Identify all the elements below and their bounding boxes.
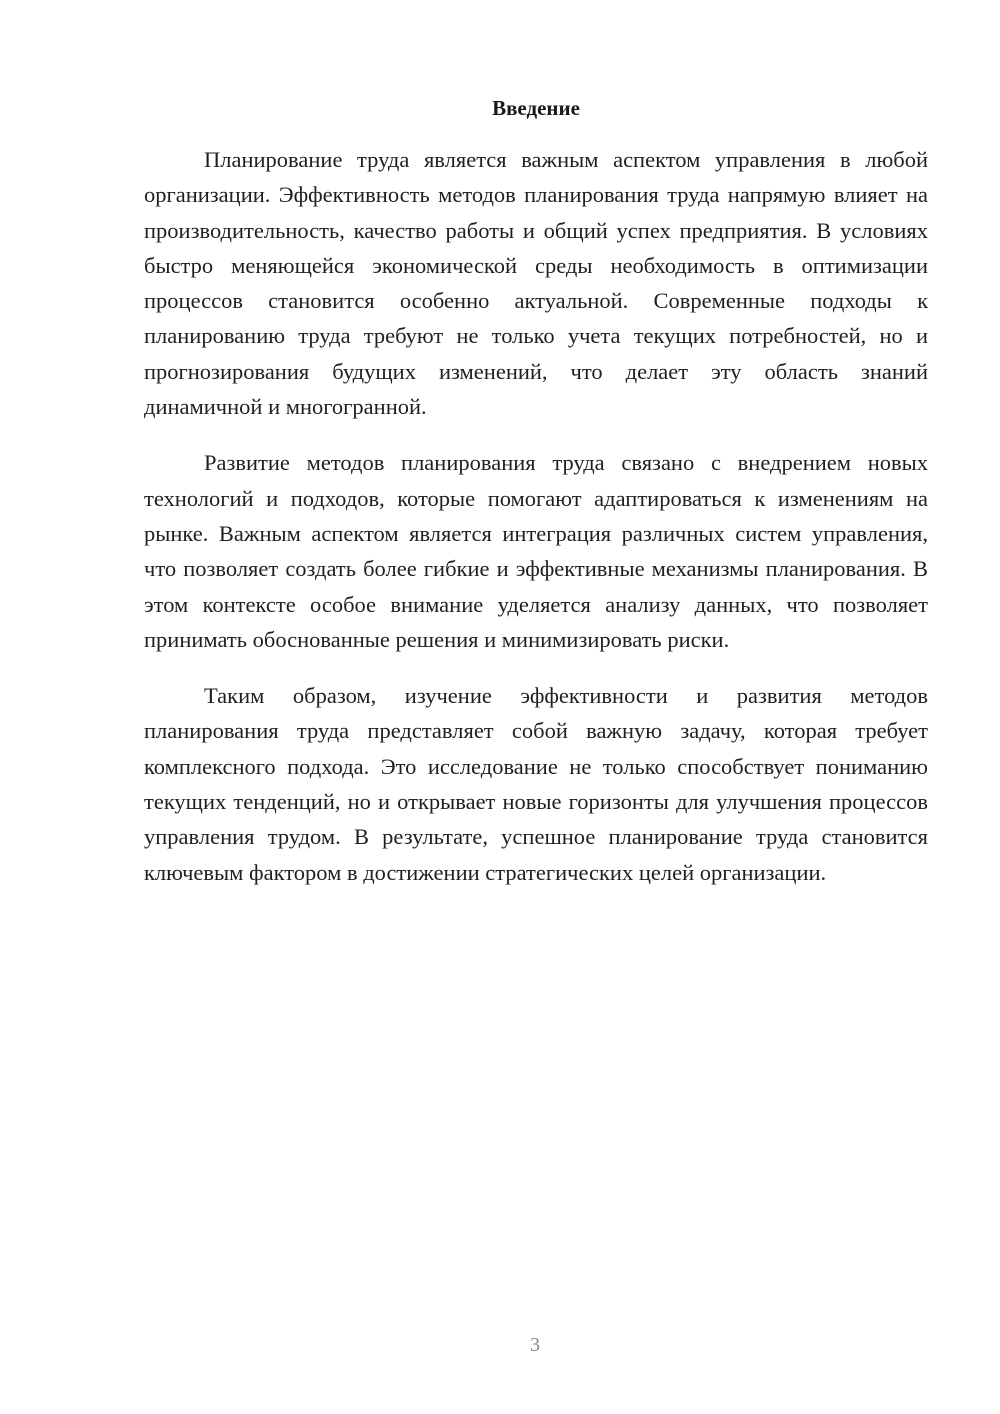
- paragraph-1: Планирование труда является важным аспектом управления в любой организации. Эффективность методов планирования труда напрямую влияет на производительность, качество работы и общий успех предприятия. В условиях быстро меняющейся экономической среды необходимость в оптимизации процессов становится особенно актуальной. Современные подходы к планированию труда требуют не только учета текущих потребностей, но и прогнозирования будущих изменений, что делает эту область знаний динамичной и многогранной.: [144, 147, 928, 420]
- paragraph-2: Развитие методов планирования труда связано с внедрением новых технологий и подходов, которые помогают адаптироваться к изменениям на рынке. Важным аспектом является интеграция различных систем управления, что позволяет создать более гибкие и эффективные механизмы планирования. В этом контексте особое внимание уделяется анализу данных, что позволяет принимать обоснованные решения и минимизировать риски.: [144, 450, 928, 652]
- section-heading: Введение: [492, 96, 580, 120]
- page-number: 3: [530, 1334, 540, 1356]
- paragraph-3: Таким образом, изучение эффективности и развития методов планирования труда представляет собой важную задачу, которая требует комплексного подхода. Это исследование не только способствует пониманию текущих тенденций, но и открывает новые горизонты для улучшения процессов управления трудом. В результате, успешное планирование труда становится ключевым фактором в достижении стратегических целей организации.: [144, 683, 928, 885]
- body-text: [144, 142, 928, 911]
